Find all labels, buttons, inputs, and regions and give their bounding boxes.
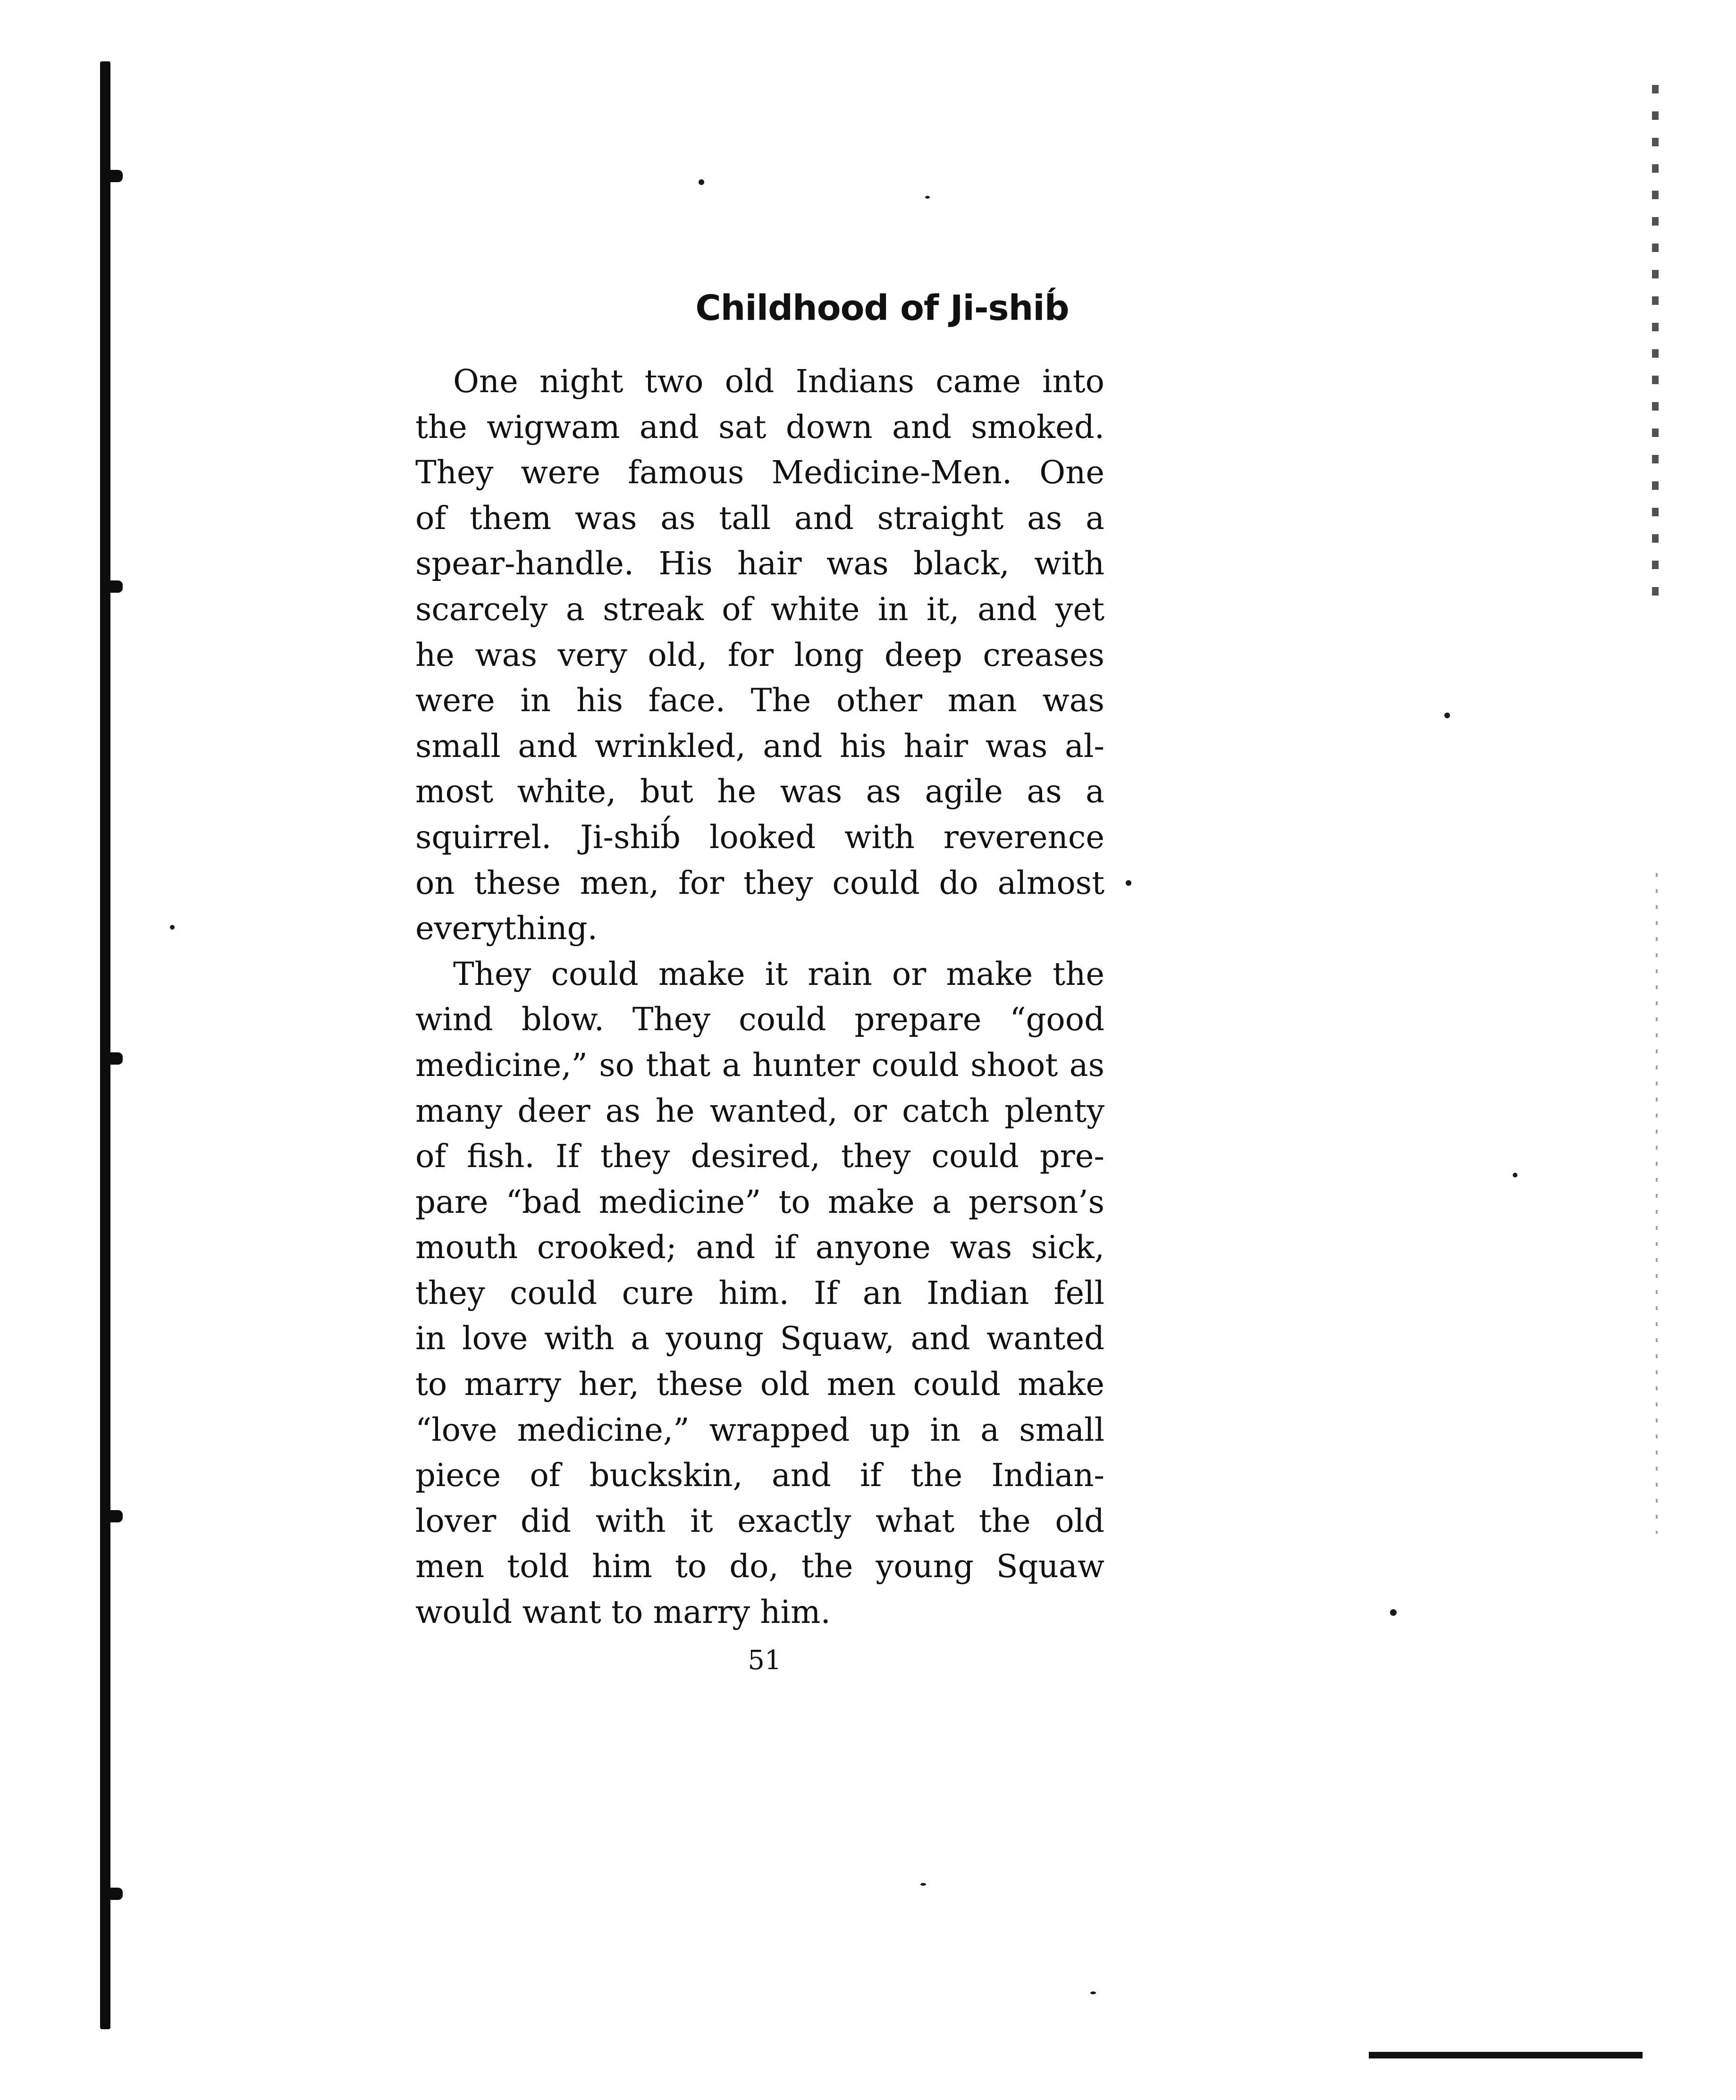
text-line: scarcely a streak of white in it, and yet — [415, 590, 1104, 628]
text-line: squirrel. Ji-shib́ looked with reverence — [415, 818, 1104, 856]
text-line: in love with a young Squaw, and wanted — [415, 1320, 1104, 1357]
scan-speck — [699, 179, 704, 185]
scan-speck — [1444, 713, 1450, 718]
text-line: They could make it rain or make the — [453, 955, 1104, 992]
text-line: everything. — [415, 910, 598, 947]
scan-speck — [1090, 1991, 1096, 1994]
text-line: pare “bad medicine” to make a person’s — [415, 1183, 1104, 1220]
scan-speck — [920, 1883, 926, 1886]
text-line: he was very old, for long deep creases — [415, 636, 1104, 673]
binding-edge-mark — [100, 61, 110, 2029]
binding-notch-mark — [100, 1888, 123, 1900]
text-line: many deer as he wanted, or catch plenty — [415, 1092, 1104, 1129]
scan-edge-marks — [1652, 85, 1659, 604]
text-line: small and wrinkled, and his hair was al- — [415, 727, 1104, 764]
scan-speck — [1126, 880, 1131, 886]
text-line: piece of buckskin, and if the Indian- — [415, 1457, 1104, 1494]
text-line: of them was as tall and straight as a — [415, 499, 1104, 537]
binding-notch-mark — [100, 1052, 123, 1065]
text-line: They were famous Medicine-Men. One — [415, 454, 1104, 491]
text-line: medicine,” so that a hunter could shoot as — [415, 1046, 1104, 1084]
scan-bottom-bar — [1369, 2052, 1643, 2058]
scan-speck — [1513, 1173, 1517, 1177]
scan-speck — [170, 925, 175, 930]
text-line: men told him to do, the young Squaw — [415, 1548, 1104, 1585]
text-line: they could cure him. If an Indian fell — [415, 1274, 1104, 1311]
chapter-title: Childhood of Ji-shib́ — [695, 288, 1069, 328]
text-line: were in his face. The other man was — [415, 682, 1104, 719]
binding-notch-mark — [100, 580, 123, 593]
scan-speck — [925, 196, 930, 199]
text-line: One night two old Indians came into — [453, 363, 1104, 400]
text-line: “love medicine,” wrapped up in a small — [415, 1411, 1104, 1448]
text-line: the wigwam and sat down and smoked. — [415, 408, 1104, 445]
text-line: mouth crooked; and if anyone was sick, — [415, 1229, 1104, 1266]
text-line: of fish. If they desired, they could pre- — [415, 1138, 1104, 1175]
text-line: would want to marry him. — [415, 1594, 831, 1631]
body-text — [415, 359, 1104, 1635]
scan-speck — [1390, 1609, 1397, 1616]
paragraph — [415, 359, 1104, 951]
text-line: spear-handle. His hair was black, with — [415, 545, 1104, 582]
paragraph — [415, 951, 1104, 1635]
binding-notch-mark — [100, 1510, 123, 1522]
binding-notch-mark — [100, 170, 123, 182]
page-number: 51 — [748, 1645, 782, 1676]
scan-edge-marks — [1656, 873, 1658, 1534]
text-line: on these men, for they could do almost — [415, 864, 1104, 901]
text-line: to marry her, these old men could make — [415, 1366, 1104, 1403]
text-line: most white, but he was as agile as a — [415, 773, 1104, 810]
text-line: lover did with it exactly what the old — [415, 1502, 1104, 1539]
text-line: wind blow. They could prepare “good — [415, 1001, 1104, 1038]
